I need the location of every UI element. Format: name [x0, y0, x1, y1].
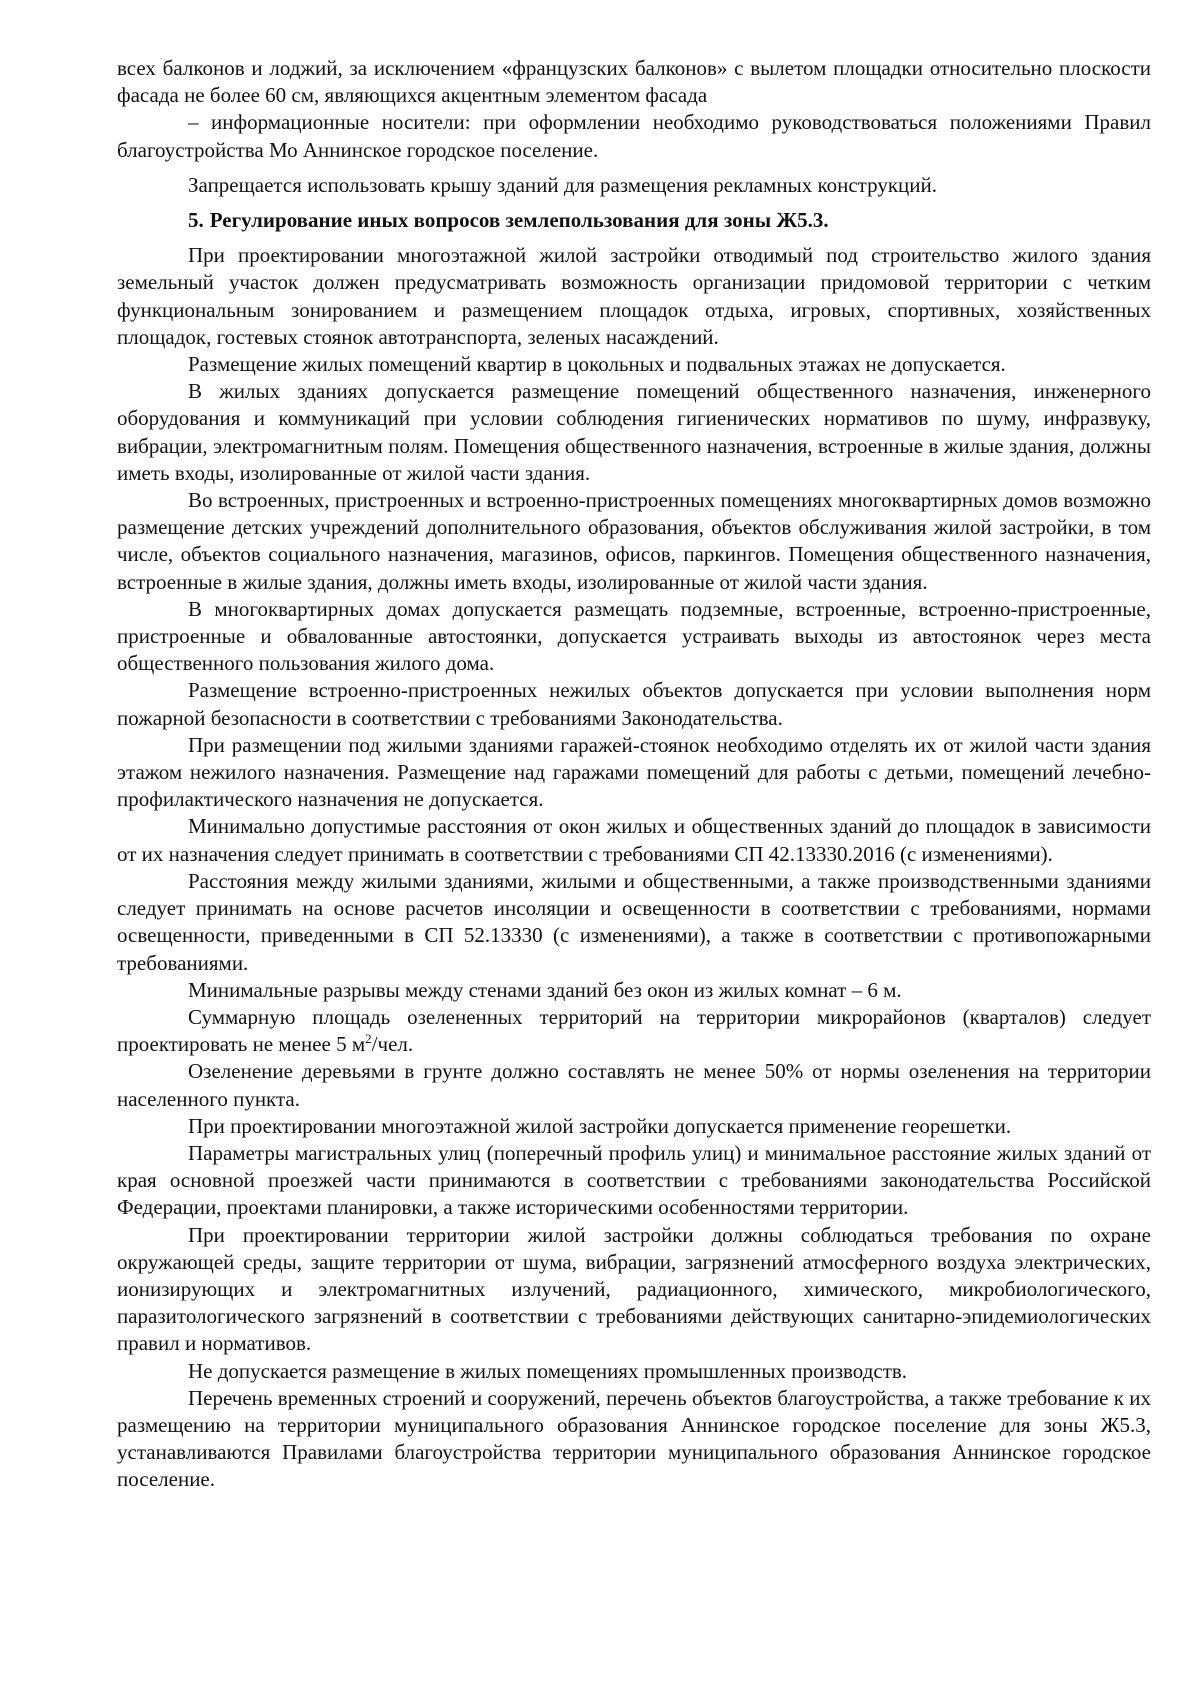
intro-paragraph-info-carriers: – информационные носители: при оформлении необходимо руководствоваться положениями Правил благоустройства Мо Аннинское городское поселение. [117, 110, 1151, 162]
paragraph: При проектировании территории жилой застройки должны соблюдаться требования по охране окружающей среды, защите территории от шума, вибрации, загрязнений атмосферного воздуха электрических, ионизирующих и электромагнитных излучений, радиационного, химического, микробиологического, паразитологического загрязнений в соответствии с требованиями действующих санитарно-эпидемиологических правил и нормативов. [117, 1222, 1151, 1356]
paragraph: В многоквартирных домах допускается размещать подземные, встроенные, встроенно-пристроенные, пристроенные и обвалованные автостоянки, допускается устраивать выходы из автостоянок через места общественного пользования жилого дома. [117, 596, 1151, 676]
section-title: Регулирование иных вопросов землепользования для зоны Ж5.3. [209, 208, 829, 233]
intro-paragraph-balconies: всех балконов и лоджий, за исключением «французских балконов» с вылетом площадки относительно плоскости фасада не более 60 см, являющихся акцентным элементом фасада [117, 56, 1151, 108]
paragraph: Перечень временных строений и сооружений, перечень объектов благоустройства, а также требование к их размещению на территории муниципального образования Аннинское городское поселение для зоны Ж5.3, устанавливаются Правилами благоустройства территории муниципального образования Аннинское городское поселение. [117, 1385, 1151, 1492]
greenery-unit: /чел. [371, 1032, 414, 1057]
superscript: 2 [365, 1031, 372, 1047]
paragraph: Параметры магистральных улиц (поперечный профиль улиц) и минимальное расстояние жилых зданий от края основной проезжей части принимаются в соответствии с требованиями законодательства Российской Федерации, проектами планировки, а также историческими особенностями территории. [117, 1140, 1151, 1220]
section-heading [117, 207, 1151, 234]
paragraph: Расстояния между жилыми зданиями, жилыми и общественными, а также производственными зданиями следует принимать на основе расчетов инсоляции и освещенности в соответствии с требованиями, нормами освещенности, приведенными в СП 52.13330 (с изменениями), а также в соответствии с противопожарными требованиями. [117, 868, 1151, 975]
greenery-text: Суммарную площадь озелененных территорий на территории микрорайонов (кварталов) следует проектировать не менее 5 м [117, 1004, 1151, 1057]
paragraph: Размещение встроенно-пристроенных нежилых объектов допускается при условии выполнения норм пожарной безопасности в соответствии с требованиями Законодательства. [117, 678, 1151, 730]
paragraph: Во встроенных, пристроенных и встроенно-пристроенных помещениях многоквартирных домов возможно размещение детских учреждений дополнительного образования, объектов обслуживания жилой застройки, в том числе, объектов социального назначения, магазинов, офисов, паркингов. Помещения общественного назначения, встроенные в жилые здания, должны иметь входы, изолированные от жилой части здания. [117, 488, 1151, 594]
paragraph: При проектировании многоэтажной жилой застройки допускается применение георешетки. [188, 1113, 1012, 1138]
section-number: 5. [188, 208, 204, 233]
paragraph: Не допускается размещение в жилых помещениях промышленных производств. [188, 1358, 908, 1383]
paragraph: При размещении под жилыми зданиями гаражей-стоянок необходимо отделять их от жилой части здания этажом нежилого назначения. Размещение над гаражами помещений для работы с детьми, помещений лечебно-профилактического назначения не допускается. [117, 732, 1151, 812]
paragraph: Озеленение деревьями в грунте должно составлять не менее 50% от нормы озеленения на территории населенного пункта. [117, 1059, 1151, 1111]
paragraph: При проектировании многоэтажной жилой застройки отводимый под строительство жилого здания земельный участок должен предусматривать возможность организации придомовой территории с четким функциональным зонированием и размещением площадок отдыха, игровых, спортивных, хозяйственных площадок, гостевых стоянок автотранспорта, зеленых насаждений. [117, 243, 1151, 349]
section-body [117, 242, 1151, 1493]
paragraph: Размещение жилых помещений квартир в цокольных и подвальных этажах не допускается. [188, 352, 1006, 377]
paragraph: Минимальные разрывы между стенами зданий без окон из жилых комнат – 6 м. [188, 977, 902, 1002]
document-page [117, 55, 1151, 1494]
paragraph: В жилых зданиях допускается размещение помещений общественного назначения, инженерного оборудования и коммуникаций при условии соблюдения гигиенических нормативов по шуму, инфразвуку, вибрации, электромагнитным полям. Помещения общественного назначения, встроенные в жилые здания, должны иметь входы, изолированные от жилой части здания. [117, 379, 1151, 485]
greenery-paragraph [117, 1004, 1151, 1058]
prohibition-paragraph: Запрещается использовать крышу зданий для размещения рекламных конструкций. [188, 172, 937, 197]
paragraph: Минимально допустимые расстояния от окон жилых и общественных зданий до площадок в зависимости от их назначения следует принимать в соответствии с требованиями СП 42.13330.2016 (с изменениями). [117, 814, 1151, 866]
